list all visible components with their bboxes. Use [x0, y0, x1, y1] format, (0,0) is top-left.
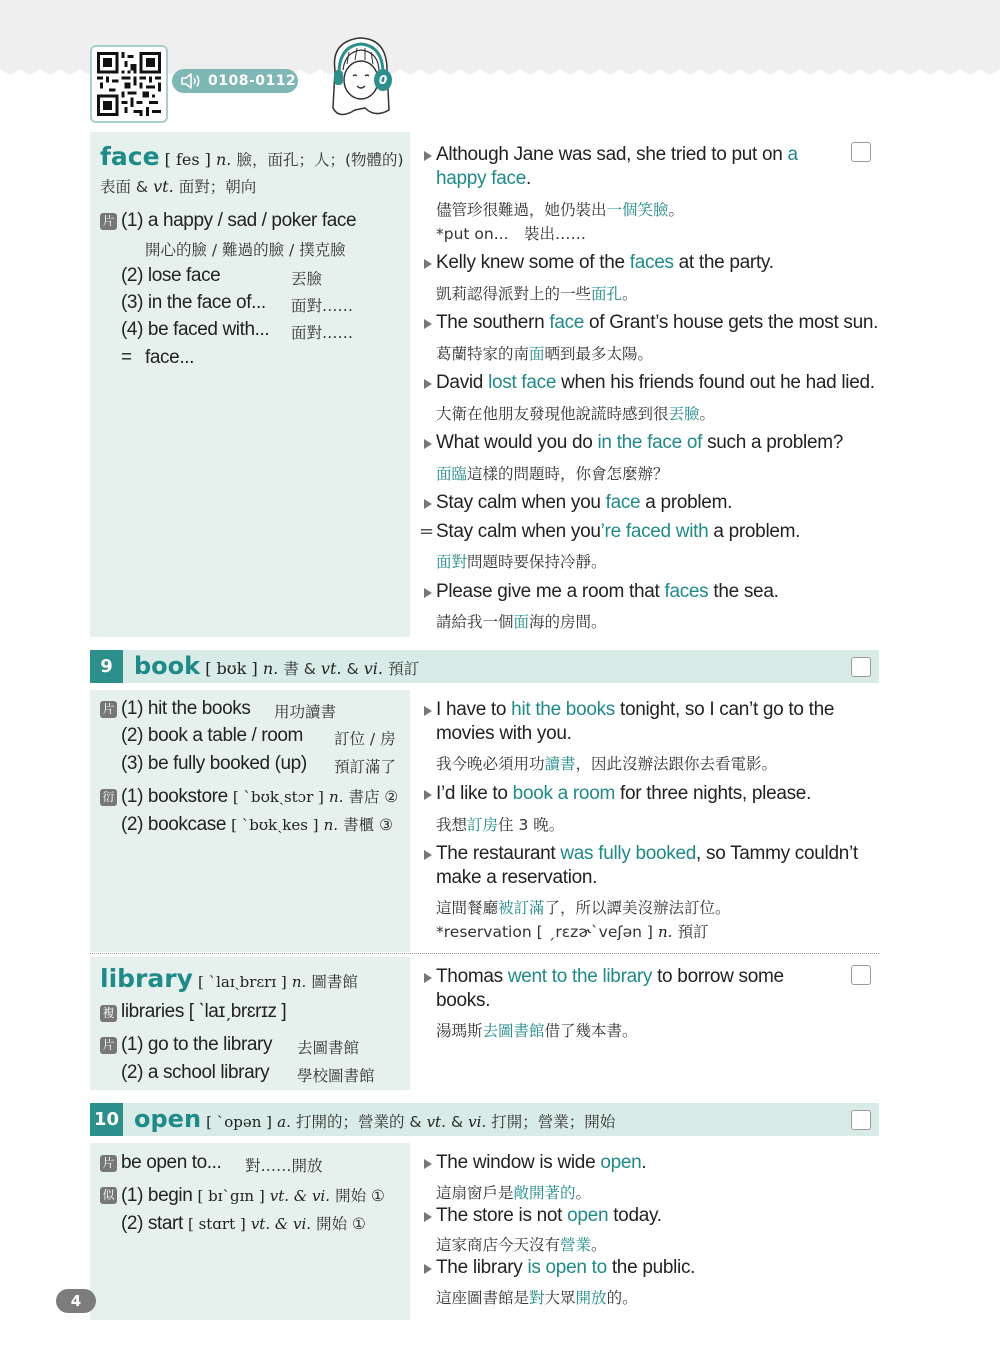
audio-code: 0108-0112 [208, 73, 297, 89]
page-number: 4 [56, 1289, 96, 1313]
face-phrase-5: face... [145, 347, 194, 368]
phrase-badge: 片 [100, 213, 117, 230]
face-example-1-zh: 儘管珍很難過，她仍裝出一個笑臉。 [436, 201, 685, 219]
library-example-1: Thomas went to the library to borrow some [436, 966, 784, 987]
open-phrase-zh: 對……開放 [245, 1157, 323, 1175]
book-example-1: I have to hit the books tonight, so I can’t go to the [436, 699, 835, 720]
book-pos3: vi. [363, 659, 384, 678]
open-phrase: be open to... [121, 1152, 222, 1173]
face-example-8-zh: 請給我一個面海的房間。 [436, 613, 607, 631]
open-pron: [ ˋopən ] [206, 1113, 273, 1131]
bullet-triangle [424, 379, 432, 389]
face-phrase-4-zh: 面對…… [291, 324, 354, 342]
book-example-3-zh: 這間餐廳被訂滿了，所以譚美沒辦法訂位。 [436, 899, 731, 917]
library-headword: library [100, 964, 193, 993]
face-example-2: Kelly knew some of the faces at the party. [436, 252, 774, 273]
open-syn-1: (1) begin [ bɪˋgɪn ] vt. & vi. 開始 ① [121, 1185, 385, 1206]
book-phrase-3: (3) be fully booked (up) [121, 753, 307, 774]
open-pos2: vt. [426, 1113, 446, 1131]
library-example-1-line2: books. [436, 990, 491, 1011]
open-example-3: The library is open to the public. [436, 1257, 696, 1278]
face-pos2: vt. [153, 177, 174, 196]
plural-badge: 複 [100, 1005, 117, 1022]
synonym-badge: 似 [100, 1187, 117, 1204]
face-example-1-note: *put on... 裝出…… [436, 225, 587, 243]
library-phrase-2-zh: 學校圖書館 [297, 1067, 375, 1085]
book-example-3: The restaurant was fully booked, so Tammy couldn’t [436, 843, 858, 864]
bullet-triangle [424, 706, 432, 716]
face-phrase-2: (2) lose face [121, 265, 221, 286]
book-headword-line [134, 652, 419, 680]
book-def2: 預訂 [388, 660, 420, 678]
book-example-3-note: *reservation [ ˏrɛzɚˋveʃən ] n. 預訂 [436, 923, 709, 941]
entry-number-9: 9 [90, 650, 123, 683]
book-example-1-line2: movies with you. [436, 723, 572, 744]
face-def3: 面對；朝向 [178, 178, 257, 196]
face-checkbox[interactable] [851, 142, 871, 162]
book-checkbox[interactable] [851, 657, 871, 677]
phrase-badge: 片 [100, 1037, 117, 1054]
library-phrase-1-zh: 去圖書館 [297, 1039, 360, 1057]
open-syn-2: (2) start [ stɑrt ] vt. & vi. 開始 ① [121, 1213, 366, 1234]
face-headword-line [100, 142, 404, 171]
book-pos2: vt. [320, 659, 342, 678]
face-phrase-equals: = [121, 347, 132, 368]
equals-mark: = [419, 521, 435, 542]
face-headword: face [100, 142, 160, 171]
book-example-1-zh: 我今晚必須用功讀書，因此沒辦法跟你去看電影。 [436, 755, 778, 773]
face-example-3-zh: 葛蘭特家的南面晒到最多太陽。 [436, 345, 654, 363]
book-example-2: I’d like to book a room for three nights, please. [436, 783, 812, 804]
phrase-badge: 片 [100, 1155, 117, 1172]
book-deriv-1: (1) bookstore [ ˋbʊkˏstɔr ] n. 書店 ② [121, 786, 399, 807]
book-deriv-2: (2) bookcase [ ˋbʊkˏkes ] n. 書櫃 ③ [121, 814, 393, 835]
bullet-triangle [424, 790, 432, 800]
section-divider [90, 953, 879, 954]
open-pos3: vi. [468, 1113, 487, 1131]
face-phrase-1: (1) a happy / sad / poker face [121, 210, 357, 231]
face-example-1-line2: happy face. [436, 168, 531, 189]
face-example-7-zh: 面對問題時要保持冷靜。 [436, 553, 607, 571]
library-pron: [ ˋlaɪˏbrɛrɪ ] [197, 973, 287, 991]
bullet-triangle [424, 850, 432, 860]
girl-with-headphones-icon [325, 30, 395, 126]
book-def1: 書 & [283, 660, 316, 678]
entry-number-10: 10 [90, 1103, 123, 1136]
face-left-panel [90, 132, 410, 637]
book-pron: [ bʊk ] [205, 659, 258, 678]
bullet-triangle [424, 151, 432, 161]
face-phrase-2-zh: 丟臉 [291, 270, 323, 288]
face-example-1: Although Jane was sad, she tried to put on a [436, 144, 798, 165]
bullet-triangle [424, 1159, 432, 1169]
svg-text:0: 0 [378, 73, 388, 87]
bullet-triangle [424, 1264, 432, 1274]
book-phrase-3-zh: 預訂滿了 [334, 758, 397, 776]
bullet-triangle [424, 973, 432, 983]
open-headword-line [134, 1105, 615, 1133]
bullet-triangle [424, 319, 432, 329]
open-def1: 打開的；營業的 & [295, 1113, 422, 1131]
library-example-1-zh: 湯瑪斯去圖書館借了幾本書。 [436, 1022, 638, 1040]
derivative-badge: 衍 [100, 789, 117, 806]
open-example-3-zh: 這座圖書館是對大眾開放的。 [436, 1289, 638, 1307]
book-phrase-1: (1) hit the books [121, 698, 251, 719]
face-example-6: Stay calm when you face a problem. [436, 492, 733, 513]
face-def-line2 [100, 175, 256, 197]
face-def1: 臉，面孔；人；(物體的) [236, 151, 404, 169]
book-example-3-line2: make a reservation. [436, 867, 598, 888]
face-example-5: What would you do in the face of such a problem? [436, 432, 844, 453]
face-phrase-3-zh: 面對…… [291, 297, 354, 315]
library-headword-line [100, 964, 358, 993]
face-phrase-1-zh: 開心的臉 / 難過的臉 / 撲克臉 [145, 241, 346, 259]
open-header-band [90, 1103, 879, 1136]
bullet-triangle [424, 588, 432, 598]
library-phrase-1: (1) go to the library [121, 1034, 273, 1055]
face-pos1: n. [215, 150, 232, 169]
book-pos1: n. [262, 659, 279, 678]
face-example-2-zh: 凱莉認得派對上的一些面孔。 [436, 285, 638, 303]
book-headword: book [134, 652, 201, 680]
library-plural: libraries [ ˋlaɪˏbrɛrɪz ] [121, 1001, 287, 1022]
book-phrase-1-zh: 用功讀書 [274, 703, 337, 721]
book-amp: & [346, 660, 359, 678]
face-example-3: The southern face of Grant’s house gets the most sun. [436, 312, 879, 333]
face-example-7: Stay calm when you’re faced with a problem. [436, 521, 801, 542]
face-def2: 表面 & [100, 178, 149, 196]
open-def2: 打開；營業；開始 [491, 1113, 616, 1131]
phrase-badge: 片 [100, 701, 117, 718]
face-example-4: David lost face when his friends found out he had lied. [436, 372, 875, 393]
qr-code-icon[interactable] [90, 45, 168, 123]
bullet-triangle [424, 439, 432, 449]
face-phrase-3: (3) in the face of... [121, 292, 266, 313]
face-example-8: Please give me a room that faces the sea. [436, 581, 779, 602]
bullet-triangle [424, 499, 432, 509]
speaker-icon [180, 72, 202, 90]
open-pos1: a. [277, 1113, 291, 1131]
audio-track-pill[interactable] [172, 69, 298, 93]
open-example-1-zh: 這扇窗戶是敞開著的。 [436, 1184, 592, 1202]
open-example-1: The window is wide open. [436, 1152, 647, 1173]
bullet-triangle [424, 1212, 432, 1222]
book-header-band [90, 650, 879, 683]
bullet-triangle [424, 259, 432, 269]
face-example-5-zh: 面臨這樣的問題時，你會怎麼辦？ [436, 465, 669, 483]
library-phrase-2: (2) a school library [121, 1062, 270, 1083]
face-phrase-4: (4) be faced with... [121, 319, 270, 340]
open-example-2-zh: 這家商店今天沒有營業。 [436, 1236, 607, 1254]
open-headword: open [134, 1105, 202, 1133]
face-example-4-zh: 大衛在他朋友發現他說謊時感到很丟臉。 [436, 405, 716, 423]
open-example-2: The store is not open today. [436, 1205, 662, 1226]
book-phrase-2: (2) book a table / room [121, 725, 303, 746]
book-phrase-2-zh: 訂位 / 房 [334, 730, 396, 748]
library-def1: 圖書館 [311, 973, 358, 991]
library-pos1: n. [291, 973, 307, 991]
open-checkbox[interactable] [851, 1110, 871, 1130]
book-example-2-zh: 我想訂房住 3 晚。 [436, 816, 565, 834]
face-pron: [ fes ] [164, 150, 211, 169]
open-amp: & [450, 1113, 464, 1131]
library-checkbox[interactable] [851, 965, 871, 985]
